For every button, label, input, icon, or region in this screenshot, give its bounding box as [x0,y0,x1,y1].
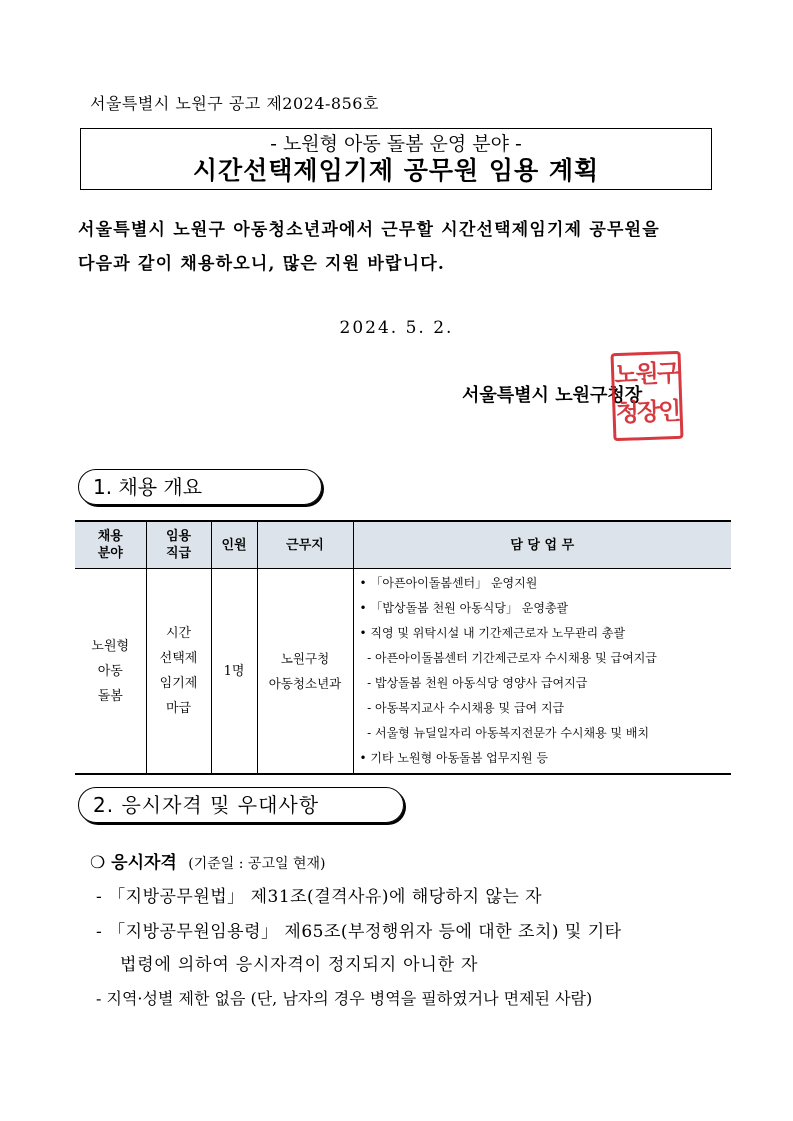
duty-item: - 밥상돌봄 천원 아동식당 영양사 급여지급 [359,676,588,690]
duty-item: - 아동복지교사 수시채용 및 급여 지급 [359,701,565,715]
section-2-heading: 2. 응시자격 및 우대사항 [78,787,404,823]
page-title: 시간선택제임기제 공무원 임용 계획 [192,156,600,185]
col-header-field: 채용 분야 [75,521,146,569]
qualification-item-2: - 「지방공무원임용령」 제65조(부정행위자 등에 대한 조치) 및 기타 [96,922,622,942]
intro-line-1: 서울특별시 노원구 아동청소년과에서 근무할 시간선택제임기제 공무원을 [78,220,660,240]
duty-item: • 직영 및 위탁시설 내 기간제근로자 노무관리 총괄 [359,626,626,640]
qualification-note: (기준일 : 공고일 현재) [188,856,326,872]
qualification-item-3: - 지역·성별 제한 없음 (단, 남자의 경우 병역을 필하였거나 면제된 사람) [96,989,593,1008]
cell-duties [353,569,731,775]
table-row [75,569,731,775]
notice-number: 서울특별시 노원구 공고 제2024-856호 [90,94,379,113]
intro-paragraph [78,213,728,281]
official-seal [610,351,683,441]
table-header-row [75,521,731,569]
duty-item: • 「밥상돌봄 천원 아동식당」 운영총괄 [359,601,569,615]
col-header-count: 인원 [211,521,257,569]
duty-item: - 서울형 뉴딜일자리 아동복지전문가 수시채용 및 배치 [359,726,650,740]
cell-count: 1명 [211,569,257,775]
hiring-overview-table [75,520,731,775]
qualification-heading [90,848,325,873]
duty-item: • 「아픈아이돌봄센터」 운영지원 [359,576,538,590]
qualification-item-2-continued: 법령에 의하여 응시자격이 정지되지 아니한 자 [120,955,479,975]
seal-text-bottom: 청장인 [615,396,680,428]
duty-item: - 아픈아이돌봄센터 기간제근로자 수시채용 및 급여지급 [359,651,657,665]
col-header-duties: 담 당 업 무 [353,521,731,569]
title-box [80,128,712,190]
qualification-item-1: - 「지방공무원법」 제31조(결격사유)에 해당하지 않는 자 [96,887,543,907]
notice-date: 2024. 5. 2. [339,318,454,338]
section-1-heading: 1. 채용 개요 [78,469,322,505]
cell-grade: 시간 선택제 임기제 마급 [146,569,211,775]
issuer-name: 서울특별시 노원구청장 [462,385,643,406]
qualification-title: ❍ 응시자격 [90,853,177,873]
col-header-workplace: 근무지 [257,521,353,569]
cell-field: 노원형 아동 돌봄 [75,569,146,775]
duty-item: • 기타 노원형 아동돌봄 업무지원 등 [359,751,548,765]
col-header-grade: 임용 직급 [146,521,211,569]
seal-text-top: 노원구 [613,358,679,390]
cell-workplace: 노원구청 아동청소년과 [257,569,353,775]
title-subtitle: - 노원형 아동 돌봄 운영 분야 - [270,133,522,155]
intro-line-2: 다음과 같이 채용하오니, 많은 지원 바랍니다. [78,254,446,274]
